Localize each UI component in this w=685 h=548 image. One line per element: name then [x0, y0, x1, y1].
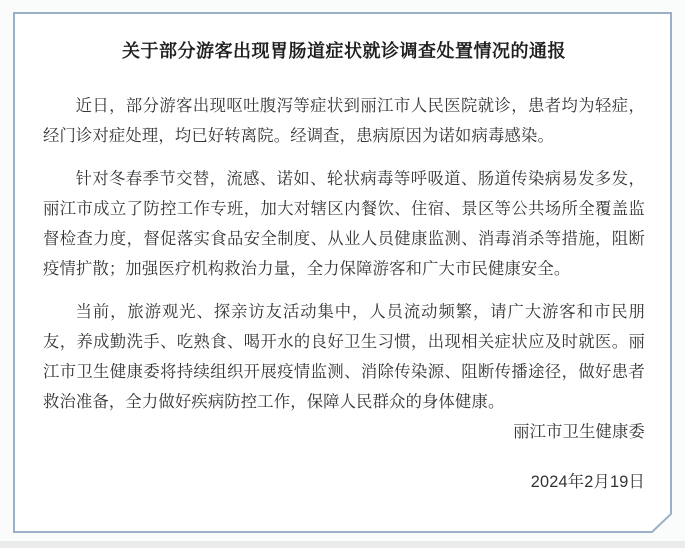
notice-content — [13, 12, 672, 497]
notice-paragraph-1: 近日，部分游客出现呕吐腹泻等症状到丽江市人民医院就诊，患者均为轻症，经门诊对症处理，均已好转离院。经调查，患病原因为诺如病毒感染。 — [43, 97, 645, 145]
notice-body — [43, 91, 645, 417]
notice-paragraph-2: 针对冬春季节交替，流感、诺如、轮状病毒等呼吸道、肠道传染病易发多发，丽江市成立了防控工作专班，加大对辖区内餐饮、住宿、景区等公共场所全覆盖监督检查力度，督促落实食品安全制度、从业人员健康监测、消毒消杀等措施，阻断疫情扩散；加强医疗机构救治力量，全力保障游客和广大市民健康安全。 — [43, 170, 645, 278]
notice-title: 关于部分游客出现胃肠道症状就诊调查处置情况的通报 — [122, 41, 566, 61]
notice-signature: 丽江市卫生健康委 — [513, 423, 645, 441]
notice-card — [13, 12, 672, 533]
notice-paragraph-3: 当前，旅游观光、探亲访友活动集中，人员流动频繁，请广大游客和市民朋友，养成勤洗手、吃熟食、喝开水的良好卫生习惯，出现相关症状应及时就医。丽江市卫生健康委将持续组织开展疫情监测、消除传染源、阻断传播途径，做好患者救治准备，全力做好疾病防控工作，保障人民群众的身体健康。 — [43, 303, 645, 411]
notice-date: 2024年2月19日 — [530, 473, 645, 491]
page-bottom-strip — [0, 541, 685, 548]
